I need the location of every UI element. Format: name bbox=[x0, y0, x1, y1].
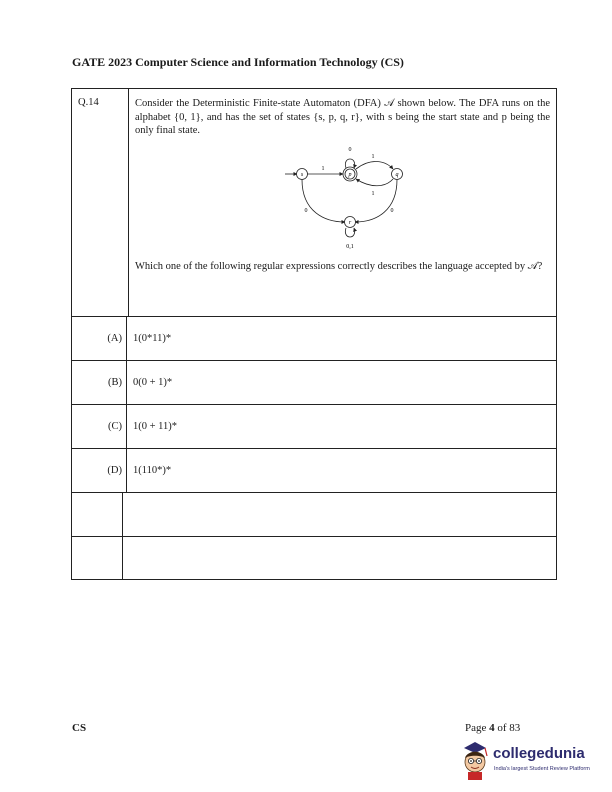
option-a-text: 1(0*11)* bbox=[133, 333, 172, 344]
option-b-label: (B) bbox=[72, 361, 127, 404]
logo-wordmark: collegedunia bbox=[493, 745, 585, 762]
empty-row bbox=[72, 536, 556, 579]
collegedunia-logo bbox=[458, 740, 598, 784]
edge-r-loop-label: 0,1 bbox=[346, 243, 354, 250]
state-p-label: p bbox=[348, 171, 352, 178]
dfa-diagram bbox=[275, 142, 425, 252]
edge-q-p bbox=[356, 179, 393, 186]
footer-paper-code: CS bbox=[72, 722, 87, 734]
state-r-label: r bbox=[348, 219, 352, 226]
question-prompt: Which one of the following regular expressions correctly describes the language accepted by 𝒜? bbox=[135, 260, 543, 272]
mascot-icon bbox=[458, 740, 492, 780]
option-row-d bbox=[72, 448, 556, 492]
question-number: Q.14 bbox=[72, 89, 129, 316]
question-row bbox=[72, 89, 556, 316]
footer-page-number: Page 4 of 83 bbox=[465, 722, 521, 734]
question-text: Consider the Deterministic Finite-state Automaton (DFA) 𝒜 shown below. The DFA runs on the alphabet {0, 1}, and has the set of states {s, p, q, r}, with s being the start state and p being the only final state. bbox=[135, 98, 550, 136]
logo-tagline: India's largest Student Review Platform bbox=[494, 766, 590, 772]
question-body bbox=[129, 89, 556, 316]
option-row-a bbox=[72, 316, 556, 360]
edge-s-r-label: 0 bbox=[304, 207, 308, 214]
option-c-text: 1(0 + 11)* bbox=[133, 421, 178, 432]
option-d-label: (D) bbox=[72, 449, 127, 492]
option-row-c bbox=[72, 404, 556, 448]
edge-q-p-label: 1 bbox=[371, 190, 375, 197]
edge-q-r-label: 0 bbox=[390, 207, 394, 214]
edge-p-q bbox=[356, 161, 393, 169]
state-q-label: q bbox=[395, 171, 399, 178]
current-page: 4 bbox=[489, 722, 495, 734]
option-c-label: (C) bbox=[72, 405, 127, 448]
edge-s-p-label: 1 bbox=[321, 165, 325, 172]
empty-row bbox=[72, 492, 556, 536]
state-s-label: s bbox=[300, 171, 304, 178]
option-a-label: (A) bbox=[72, 317, 127, 360]
page-header: GATE 2023 Computer Science and Information Technology (CS) bbox=[72, 55, 404, 69]
edge-p-q-label: 1 bbox=[371, 153, 375, 160]
option-row-b bbox=[72, 360, 556, 404]
option-b-text: 0(0 + 1)* bbox=[133, 377, 173, 388]
edge-s-r bbox=[302, 179, 345, 222]
edge-r-loop bbox=[345, 228, 354, 237]
option-d-text: 1(110*)* bbox=[133, 465, 172, 476]
edge-p-loop-label: 0 bbox=[348, 146, 352, 153]
question-table bbox=[71, 88, 557, 580]
